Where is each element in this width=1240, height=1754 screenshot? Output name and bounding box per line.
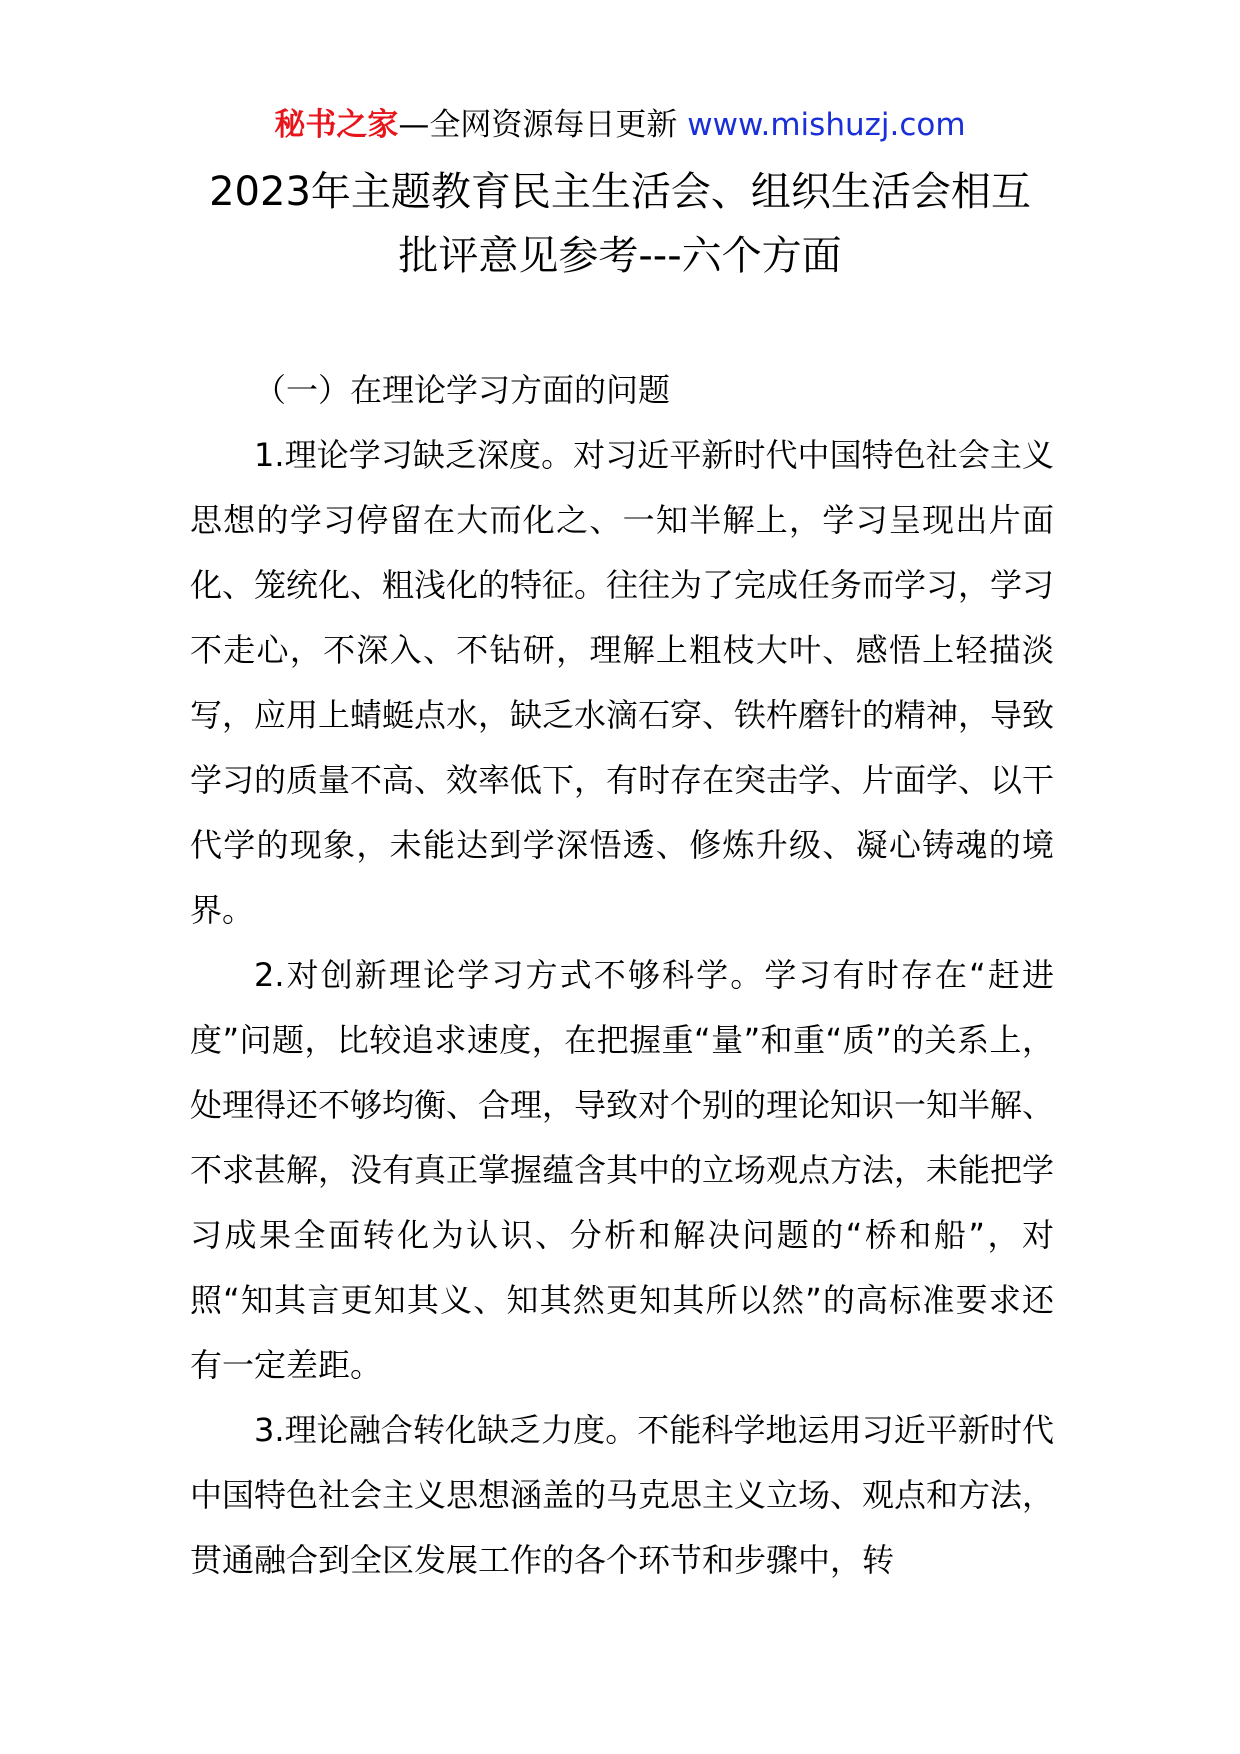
document-title-line-2: 批评意见参考---六个方面 [398, 233, 842, 279]
brand-name: 秘书之家 [274, 107, 399, 143]
document-title [190, 160, 1050, 288]
paragraph-2: 2.对创新理论学习方式不够科学。学习有时存在“赶进度”问题，比较追求速度，在把握重“量”和重“质”的关系上，处理得还不够均衡、合理，导致对个别的理论知识一知半解、不求甚解，没有真正掌握蕴含其中的立场观点方法，未能把学习成果全面转化为认识、分析和解决问题的“桥和船”，对照“知其言更知其义、知其然更知其所以然”的高标准要求还有一定差距。 [190, 956, 1055, 1384]
paragraph-1: 1.理论学习缺乏深度。对习近平新时代中国特色社会主义思想的学习停留在大而化之、一知半解上，学习呈现出片面化、笼统化、粗浅化的特征。往往为了完成任务而学习，学习不走心，不深入、不钻研，理解上粗枝大叶、感悟上轻描淡写，应用上蜻蜓点水，缺乏水滴石穿、铁杵磨针的精神，导致学习的质量不高、效率低下，有时存在突击学、片面学、以干代学的现象，未能达到学深悟透、修炼升级、凝心铸魂的境界。 [190, 436, 1055, 929]
document-body [190, 358, 1054, 1593]
header-tagline: —全网资源每日更新 [398, 107, 678, 143]
site-header [0, 100, 1240, 150]
site-url-link[interactable]: www.mishuzj.com [687, 107, 966, 143]
document-title-line-1: 2023年主题教育民主生活会、组织生活会相互 [209, 169, 1031, 215]
section-heading: （一）在理论学习方面的问题 [254, 371, 671, 409]
paragraph-3: 3.理论融合转化缺乏力度。不能科学地运用习近平新时代中国特色社会主义思想涵盖的马克思主义立场、观点和方法，贯通融合到全区发展工作的各个环节和步骤中，转 [190, 1411, 1055, 1579]
